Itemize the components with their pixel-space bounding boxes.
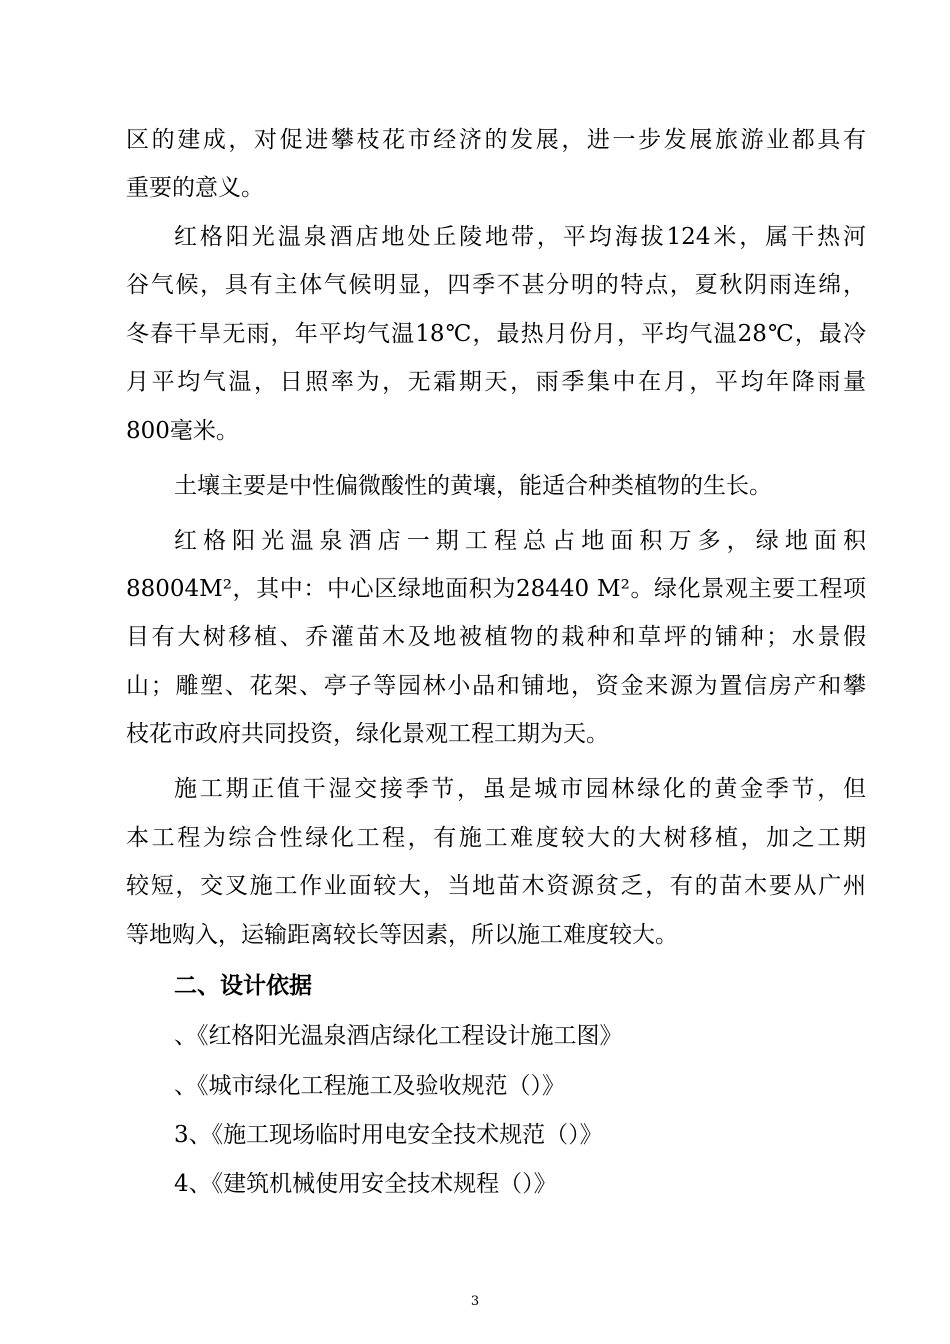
paragraph-line: 区的建成，对促进攀枝花市经济的发展，进一步发展旅游业都具有 [126, 127, 866, 153]
paragraph-line: 较短，交叉施工作业面较大，当地苗木资源贫乏，有的苗木要从广州 [126, 873, 866, 899]
paragraph-line: 冬春干旱无雨，年平均气温18℃，最热月份月，平均气温28℃，最冷 [126, 321, 866, 347]
paragraph-line: 等地购入，运输距离较长等因素，所以施工难度较大。 [126, 922, 678, 948]
paragraph-line: 800毫米。 [126, 418, 239, 444]
section-heading: 二、设计依据 [174, 972, 312, 999]
paragraph-line: 红格阳光温泉酒店一期工程总占地面积万多，绿地面积 [174, 528, 866, 554]
paragraph-line: 重要的意义。 [126, 175, 264, 201]
reference-item: 3、《施工现场临时用电安全技术规范（）》 [174, 1122, 603, 1148]
paragraph-line: 本工程为综合性绿化工程，有施工难度较大的大树移植，加之工期 [126, 825, 866, 851]
paragraph-line: 谷气候，具有主体气候明显，四季不甚分明的特点，夏秋阴雨连绵， [126, 272, 866, 298]
paragraph-line: 山；雕塑、花架、亭子等园林小品和铺地，资金来源为置信房产和攀 [126, 673, 866, 699]
reference-item: 4、《建筑机械使用安全技术规程（）》 [174, 1171, 557, 1197]
paragraph-line: 土壤主要是中性偏微酸性的黄壤，能适合种类植物的生长。 [174, 473, 772, 499]
paragraph-line: 红格阳光温泉酒店地处丘陵地带，平均海拔124米，属干热河 [174, 224, 866, 250]
reference-item: 、《城市绿化工程施工及验收规范（）》 [174, 1073, 565, 1099]
paragraph-line: 施工期正值干湿交接季节，虽是城市园林绿化的黄金季节，但 [174, 776, 866, 802]
paragraph-line: 目有大树移植、乔灌苗木及地被植物的栽种和草坪的铺种；水景假 [126, 624, 866, 650]
reference-item: 、《红格阳光温泉酒店绿化工程设计施工图》 [174, 1023, 623, 1049]
paragraph-line: 88004M²，其中：中心区绿地面积为28440 M²。绿化景观主要工程项 [126, 576, 866, 602]
page-number: 3 [470, 1294, 480, 1309]
paragraph-line: 枝花市政府共同投资，绿化景观工程工期为天。 [126, 721, 609, 747]
paragraph-line: 月平均气温，日照率为，无霜期天，雨季集中在月，平均年降雨量 [126, 369, 866, 395]
